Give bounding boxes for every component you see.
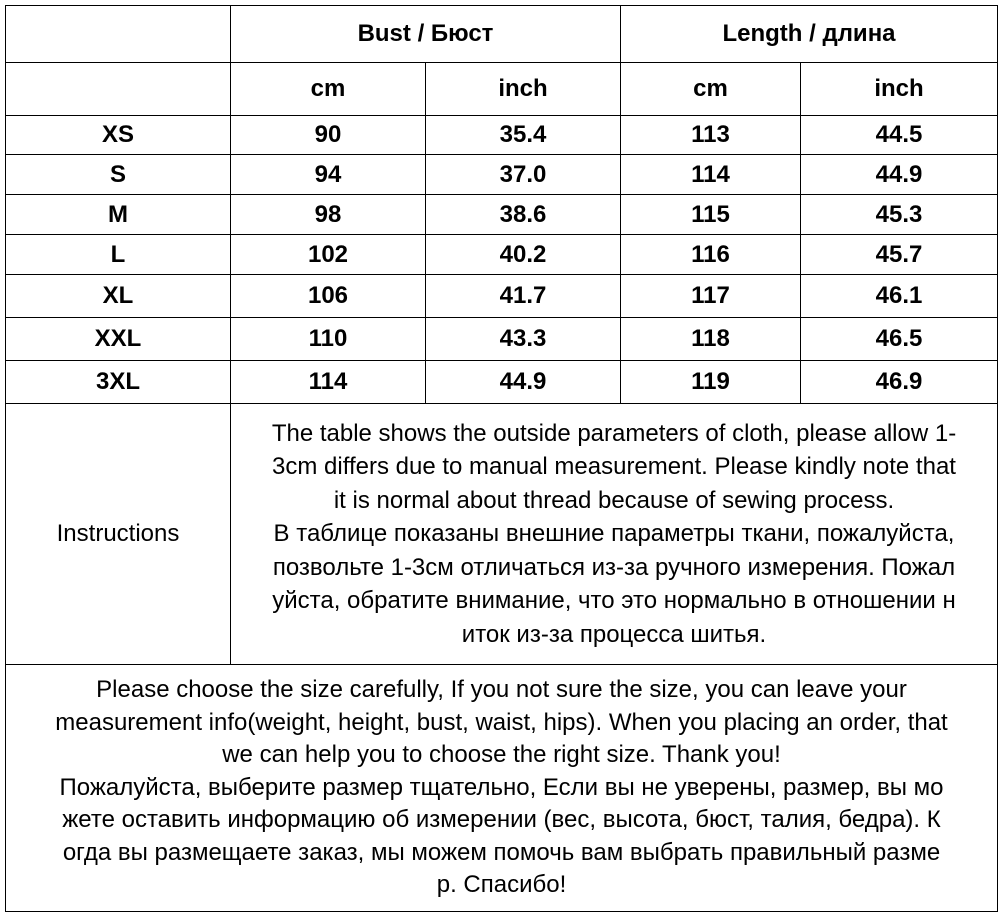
size-cell: XL: [6, 275, 231, 318]
table-row: [6, 116, 998, 155]
instructions-line: В таблице показаны внешние параметры ткани, пожалуйста,: [273, 520, 955, 548]
bust-cm-cell: 106: [231, 275, 426, 318]
instructions-label: Instructions: [6, 404, 231, 665]
instructions-line: уйста, обратите внимание, что это нормально в отношении н: [272, 587, 956, 615]
table-row: [6, 155, 998, 195]
instructions-line: 3cm differs due to manual measurement. Please kindly note that: [272, 453, 956, 481]
instructions-row: [6, 404, 998, 665]
note-line: Пожалуйста, выберите размер тщательно, Если вы не уверены, размер, вы мо: [59, 773, 944, 801]
instructions-line: it is normal about thread because of sewing process.: [333, 486, 895, 514]
length-cm-cell: 115: [621, 195, 801, 235]
size-note: [6, 665, 998, 912]
corner-cell-2: [6, 63, 231, 116]
table-row: [6, 195, 998, 235]
bust-header: Bust / Бюст: [231, 6, 621, 63]
bust-cm-cell: 110: [231, 318, 426, 361]
note-line: жете оставить информацию об измерении (вес, высота, бюст, талия, бедра). К: [62, 806, 941, 834]
note-line: р. Спасибо!: [436, 871, 567, 899]
unit-header-bust-cm: cm: [231, 63, 426, 116]
table-row: [6, 275, 998, 318]
bust-cm-cell: 98: [231, 195, 426, 235]
bust-inch-cell: 41.7: [426, 275, 621, 318]
length-cm-cell: 118: [621, 318, 801, 361]
length-inch-cell: 46.5: [801, 318, 998, 361]
instructions-text: [231, 404, 998, 665]
table-row: [6, 235, 998, 275]
length-cm-cell: 116: [621, 235, 801, 275]
size-cell: 3XL: [6, 361, 231, 404]
bust-cm-cell: 90: [231, 116, 426, 155]
length-header: Length / длина: [621, 6, 998, 63]
size-cell: S: [6, 155, 231, 195]
length-inch-cell: 45.7: [801, 235, 998, 275]
bust-inch-cell: 38.6: [426, 195, 621, 235]
unit-header-length-inch: inch: [801, 63, 998, 116]
bust-cm-cell: 102: [231, 235, 426, 275]
corner-cell: [6, 6, 231, 63]
bust-cm-cell: 94: [231, 155, 426, 195]
size-cell: L: [6, 235, 231, 275]
bust-inch-cell: 43.3: [426, 318, 621, 361]
note-row: [6, 665, 998, 912]
length-cm-cell: 119: [621, 361, 801, 404]
note-line: Please choose the size carefully, If you not sure the size, you can leave your: [96, 675, 907, 703]
length-inch-cell: 46.1: [801, 275, 998, 318]
length-inch-cell: 45.3: [801, 195, 998, 235]
length-inch-cell: 44.5: [801, 116, 998, 155]
length-cm-cell: 114: [621, 155, 801, 195]
length-cm-cell: 113: [621, 116, 801, 155]
bust-inch-cell: 44.9: [426, 361, 621, 404]
size-cell: XS: [6, 116, 231, 155]
length-inch-cell: 44.9: [801, 155, 998, 195]
bust-inch-cell: 35.4: [426, 116, 621, 155]
table-row: [6, 318, 998, 361]
note-line: огда вы размещаете заказ, мы можем помочь вам выбрать правильный разме: [62, 838, 941, 866]
size-chart-table: [5, 5, 998, 912]
unit-header-length-cm: cm: [621, 63, 801, 116]
instructions-line: позвольте 1-3см отличаться из-за ручного измерения. Пожал: [272, 553, 956, 581]
instructions-line: иток из-за процесса шитья.: [461, 620, 767, 648]
group-header-row: [6, 6, 998, 63]
size-cell: M: [6, 195, 231, 235]
note-line: measurement info(weight, height, bust, waist, hips). When you placing an order, that: [55, 708, 948, 736]
unit-header-bust-inch: inch: [426, 63, 621, 116]
unit-header-row: [6, 63, 998, 116]
bust-inch-cell: 37.0: [426, 155, 621, 195]
bust-cm-cell: 114: [231, 361, 426, 404]
table-row: [6, 361, 998, 404]
size-cell: XXL: [6, 318, 231, 361]
bust-inch-cell: 40.2: [426, 235, 621, 275]
length-cm-cell: 117: [621, 275, 801, 318]
instructions-line: The table shows the outside parameters of cloth, please allow 1-: [271, 419, 957, 447]
length-inch-cell: 46.9: [801, 361, 998, 404]
note-line: we can help you to choose the right size. Thank you!: [222, 741, 781, 769]
